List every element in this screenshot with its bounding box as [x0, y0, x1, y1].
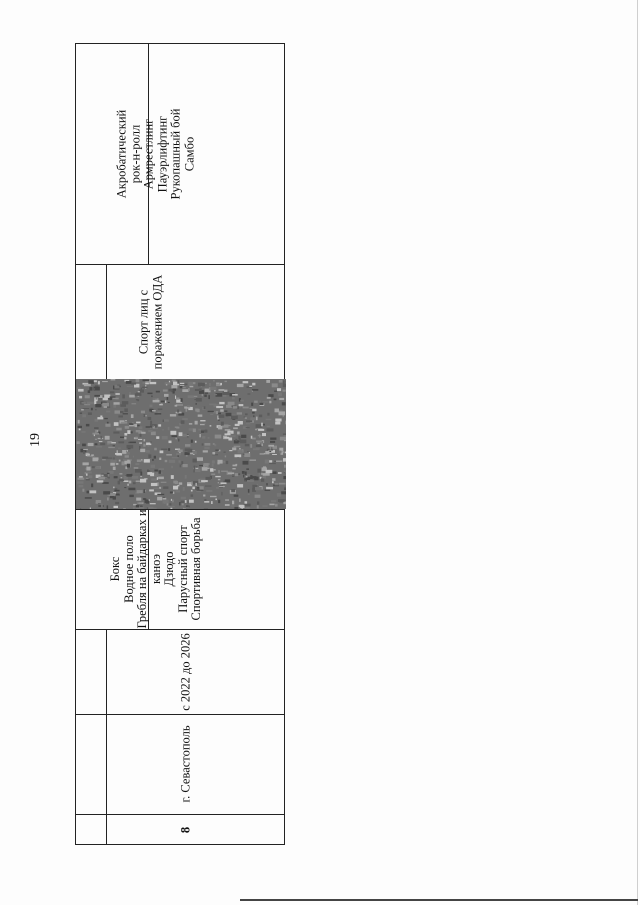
sport-line: поражением ОДА: [150, 274, 164, 369]
sport-line: Пауэрлифтинг: [155, 115, 169, 193]
sports-table: [75, 43, 285, 845]
page-edge: [637, 0, 638, 905]
sport-line: Самбо: [182, 136, 196, 172]
sports-list-a: [109, 509, 204, 628]
sports-list-c: [116, 109, 197, 200]
sport-line: Водное поло: [121, 535, 136, 603]
cell-sports-b: [76, 264, 226, 379]
sport-line: Рукопашный бой: [168, 108, 183, 200]
sport-line: Спортивная борьба: [188, 517, 203, 621]
cell-row-number: [76, 814, 296, 845]
cell-period: [76, 629, 296, 714]
cell-sports-c: [76, 44, 236, 264]
sport-line: Спорт лиц с: [136, 289, 151, 354]
sport-line: рок-н-ролл: [128, 124, 142, 184]
sport-line: Бокс: [107, 556, 122, 582]
sport-line: Акробатический: [114, 109, 129, 199]
page-number: 19: [28, 433, 43, 447]
sport-line: Дзюдо: [161, 551, 176, 587]
cell-city: [76, 714, 296, 814]
sports-list-b: [138, 274, 165, 369]
redaction-pattern: [76, 379, 286, 509]
redacted-area: [76, 379, 286, 509]
period-text: с 2022 до 2026: [178, 632, 193, 711]
bottom-rule: [240, 899, 638, 901]
cell-sports-a: [76, 509, 236, 629]
sport-line: Армрестлинг: [141, 118, 156, 190]
sport-line: Гребля на байдарках и: [134, 509, 149, 629]
row-number: 8: [178, 826, 193, 833]
sport-line: каноэ: [148, 554, 163, 584]
sport-line: Парусный спорт: [175, 525, 190, 613]
city-text: г. Севастополь: [178, 725, 193, 803]
